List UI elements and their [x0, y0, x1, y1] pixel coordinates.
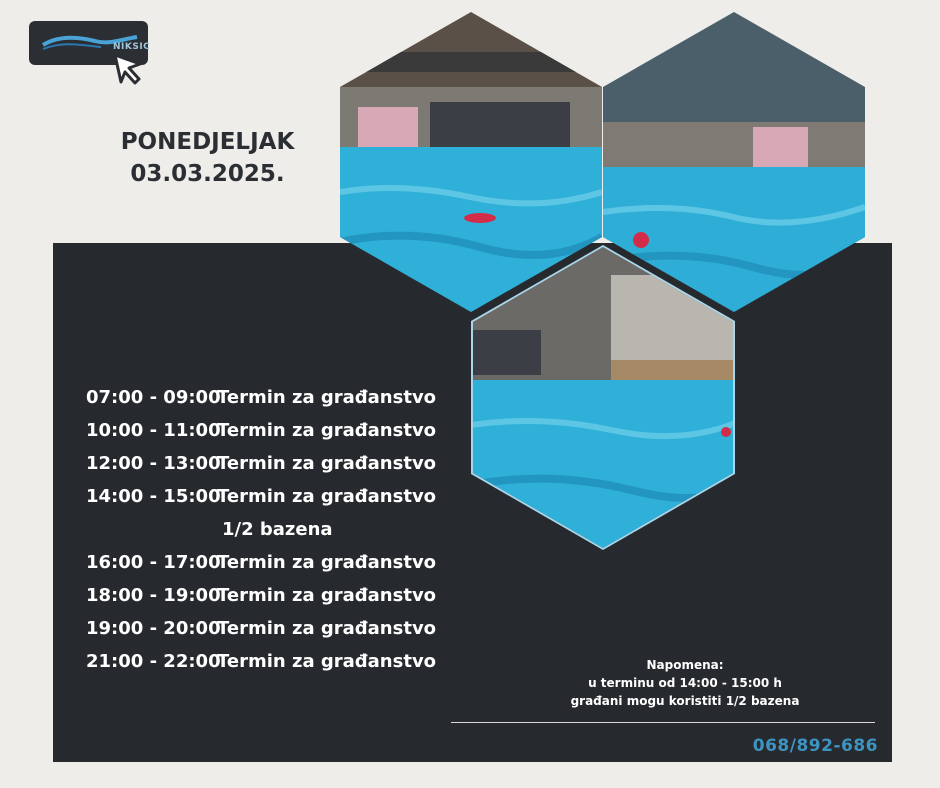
slot-label: Termin za građanstvo [217, 618, 437, 639]
schedule-row [86, 414, 436, 447]
schedule-list [86, 381, 436, 678]
schedule-row [86, 381, 436, 414]
slot-label: Termin za građanstvo [217, 585, 437, 606]
time-slot: 18:00 - 19:00 [86, 585, 221, 606]
slot-label: Termin za građanstvo [217, 420, 437, 441]
divider [451, 722, 875, 723]
time-slot: 07:00 - 09:00 [86, 387, 221, 408]
time-slot: 12:00 - 13:00 [86, 453, 221, 474]
schedule-row [86, 612, 436, 645]
note-line-1: u terminu od 14:00 - 15:00 h [588, 676, 782, 690]
schedule-row [86, 447, 436, 480]
schedule-row [86, 546, 436, 579]
time-slot: 21:00 - 22:00 [86, 651, 221, 672]
schedule-row-continuation [86, 513, 436, 546]
note-block [560, 656, 810, 710]
slot-label: Termin za građanstvo [217, 651, 437, 672]
pool-photo-3 [471, 245, 735, 550]
slot-label: Termin za građanstvo [217, 453, 437, 474]
time-slot: 14:00 - 15:00 [86, 486, 221, 507]
cursor-arrow-icon [112, 52, 146, 86]
slot-label: Termin za građanstvo [217, 387, 437, 408]
slot-label: Termin za građanstvo [217, 486, 437, 507]
schedule-row [86, 579, 436, 612]
date-value: 03.03.2025. [130, 161, 285, 187]
logo-text: NIKSIC [113, 42, 151, 52]
day-name: PONEDJELJAK [120, 129, 295, 155]
time-slot: 19:00 - 20:00 [86, 618, 221, 639]
slot-label: Termin za građanstvo [217, 552, 437, 573]
slot-note: 1/2 bazena [222, 519, 333, 540]
note-line-2: građani mogu koristiti 1/2 bazena [570, 694, 800, 708]
schedule-row [86, 480, 436, 513]
schedule-row [86, 645, 436, 678]
phone-number: 068/892-686 [752, 736, 878, 756]
time-slot: 16:00 - 17:00 [86, 552, 221, 573]
note-title: Napomena: [646, 658, 724, 672]
date-heading [100, 126, 315, 190]
time-slot: 10:00 - 11:00 [86, 420, 221, 441]
